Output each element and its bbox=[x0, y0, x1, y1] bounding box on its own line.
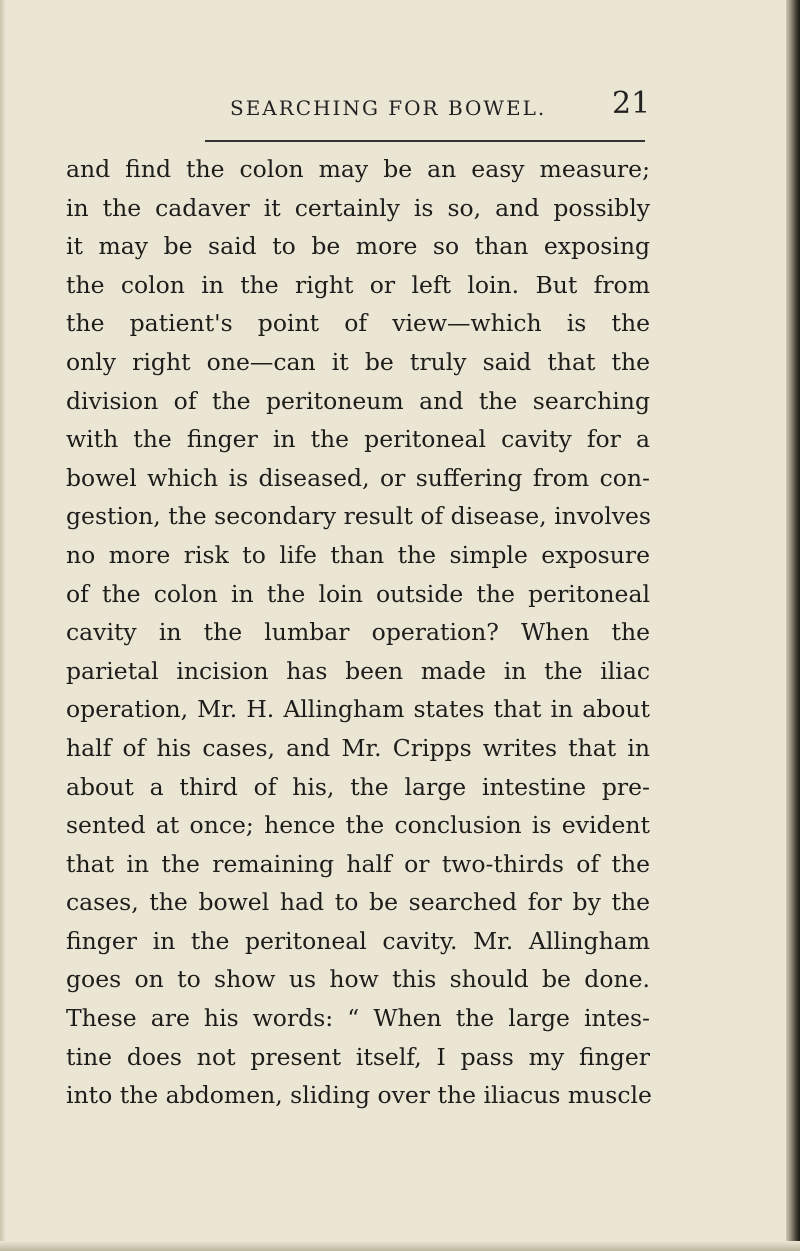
text-line: in the cadaver it certainly is so, and possibly bbox=[66, 193, 650, 222]
text-line: gestion, the secondary result of disease, involves bbox=[66, 502, 651, 531]
text-line: These are his words: “ When the large intes- bbox=[66, 1004, 650, 1033]
text-line: that in the remaining half or two-thirds of the bbox=[66, 849, 650, 878]
text-line: with the finger in the peritoneal cavity for a bbox=[66, 425, 650, 454]
page-bottom-shadow bbox=[0, 1241, 800, 1251]
text-line: operation, Mr. H. Allingham states that in about bbox=[66, 695, 650, 724]
page-edge-right bbox=[786, 0, 800, 1251]
text-line: goes on to show us how this should be done. bbox=[66, 965, 650, 994]
text-line: cavity in the lumbar operation? When the bbox=[66, 618, 650, 647]
page-number: 21 bbox=[612, 86, 651, 121]
text-line: no more risk to life than the simple exposure bbox=[66, 540, 650, 569]
text-line: the colon in the right or left loin. But from bbox=[66, 270, 650, 299]
text-line: the patient's point of view—which is the bbox=[66, 309, 650, 338]
text-line: bowel which is diseased, or suffering from con- bbox=[66, 463, 650, 492]
text-line: half of his cases, and Mr. Cripps writes that in bbox=[66, 733, 650, 762]
text-line: about a third of his, the large intestine pre- bbox=[66, 772, 650, 801]
text-line: division of the peritoneum and the searching bbox=[66, 386, 650, 415]
running-head: SEARCHING FOR BOWEL. bbox=[230, 96, 547, 120]
text-line: into the abdomen, sliding over the iliacus muscle bbox=[66, 1081, 652, 1110]
text-line: finger in the peritoneal cavity. Mr. Allingham bbox=[66, 926, 650, 955]
text-line: it may be said to be more so than exposing bbox=[66, 232, 650, 261]
text-line: and find the colon may be an easy measure; bbox=[66, 155, 650, 183]
body-text bbox=[66, 150, 650, 1115]
text-line: of the colon in the loin outside the peritoneal bbox=[66, 579, 650, 608]
header-rule bbox=[205, 140, 645, 142]
text-line: sented at once; hence the conclusion is evident bbox=[66, 811, 650, 840]
text-line: only right one—can it be truly said that the bbox=[66, 347, 650, 376]
page-edge-left bbox=[0, 0, 6, 1251]
text-line: parietal incision has been made in the iliac bbox=[66, 656, 650, 685]
text-line: cases, the bowel had to be searched for by the bbox=[66, 888, 650, 917]
text-line: tine does not present itself, I pass my finger bbox=[66, 1042, 650, 1071]
